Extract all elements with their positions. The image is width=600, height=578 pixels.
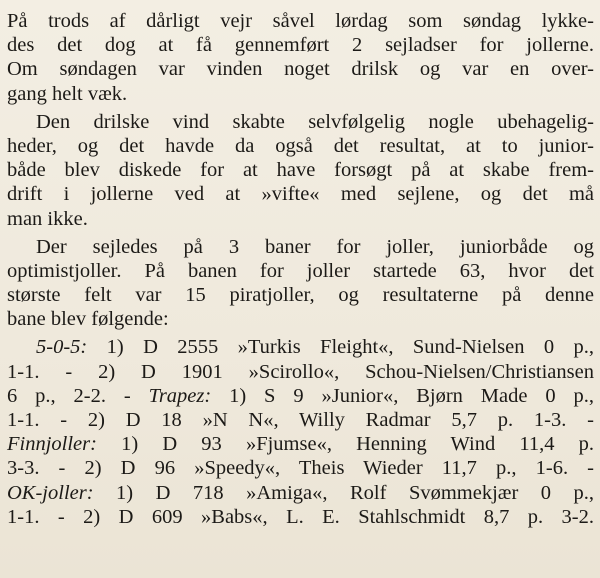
text-line: Der sejledes på 3 baner for joller, juniorbåde og [36,235,594,258]
text-line: des det dog at få gennemført 2 sejladser for jollerne. [7,34,594,57]
text-line [7,432,594,456]
paragraph-results [7,335,594,529]
text-line: man ikke. [7,207,88,230]
text-line: 1-1. - 2) D 609 »Babs«, L. E. Stahlschmidt 8,7 p. 3-2. [7,505,594,528]
text-line: største felt var 15 piratjoller, og resultaterne på denne [7,284,594,307]
class-name: Trapez: [148,384,212,407]
text-line: bane blev følgende: [7,308,169,331]
paragraph-intro [7,9,594,106]
text-line [7,335,594,359]
class-name: OK-joller: [7,481,94,504]
result-text: 6 p., 2-2. - [7,384,149,407]
text-line: drift i jollerne ved at »vifte« med sejlene, og det må [7,183,594,206]
text-line: optimistjoller. På banen for joller startede 63, hvor det [7,259,594,282]
result-text: 1) D 718 »Amiga«, Rolf Svømmekjær 0 p., [93,481,594,504]
text-line [7,481,594,505]
text-line: 3-3. - 2) D 96 »Speedy«, Theis Wieder 11,7 p., 1-6. - [7,457,594,480]
text-line: både blev diskede for at have forsøgt på at skabe frem- [7,159,594,182]
text-line: gang helt væk. [7,82,128,105]
class-name: Finnjoller: [7,433,97,456]
text-line: På trods af dårligt vejr såvel lørdag som søndag lykke- [7,10,594,32]
paragraph-courses [7,235,594,332]
text-line [7,384,594,408]
result-text: 1) D 93 »Fjumse«, Henning Wind 11,4 p. [96,433,594,456]
class-name: 5-0-5: [36,336,88,359]
paragraph-disqualification [7,110,594,231]
text-line: heder, og det havde da også det resultat, at to junior- [7,134,594,157]
result-text: 1) S 9 »Junior«, Bjørn Made 0 p., [211,384,594,407]
text-line: 1-1. - 2) D 18 »N N«, Willy Radmar 5,7 p. 1-3. - [7,409,594,431]
text-line: Om søndagen var vinden noget drilsk og var en over- [7,58,594,81]
text-line: 1-1. - 2) D 1901 »Scirollo«, Schou-Nielsen/Christiansen [7,360,594,383]
result-text: 1) D 2555 »Turkis Fleight«, Sund-Nielsen 0 p., [87,336,594,359]
text-line: Den drilske vind skabte selvfølgelig nogle ubehagelig- [36,110,594,133]
